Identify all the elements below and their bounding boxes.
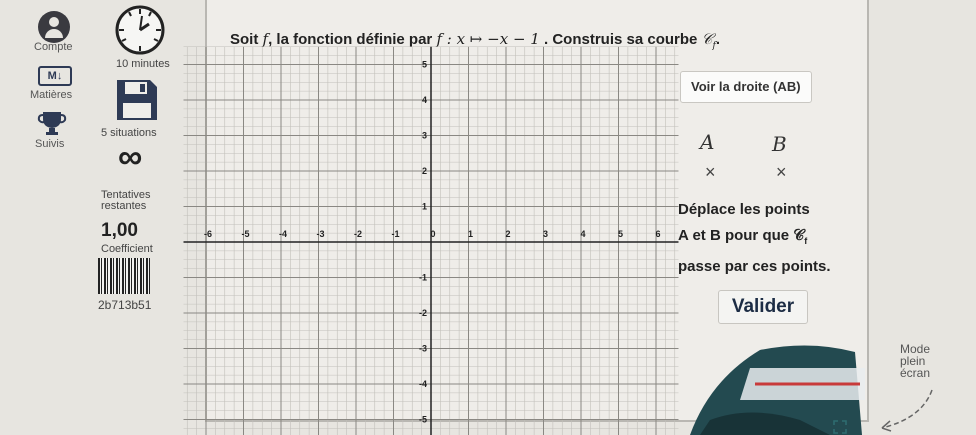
show-line-ab-button[interactable]: Voir la droite (AB) xyxy=(680,71,812,103)
prompt-start: Soit xyxy=(230,31,259,48)
y-tick-label: -1 xyxy=(418,272,427,283)
expand-icon[interactable] xyxy=(833,420,847,434)
x-tick-label: 5 xyxy=(617,229,624,239)
x-tick-label: 2 xyxy=(505,229,511,239)
fullscreen-line3: écran xyxy=(900,366,931,380)
prompt-mid: , la fonction définie par xyxy=(268,31,433,48)
y-tick-label: 4 xyxy=(421,95,427,105)
x-tick-label: 0 xyxy=(430,229,436,239)
x-tick-label: -3 xyxy=(316,229,325,239)
sidebar-item-compte[interactable]: Compte xyxy=(34,41,73,53)
x-tick-label: 3 xyxy=(542,229,549,239)
y-tick-label: -3 xyxy=(418,343,427,354)
y-tick-label: -4 xyxy=(418,379,427,389)
markdown-icon[interactable]: M↓ xyxy=(38,66,72,86)
prompt-expression: f : x ↦ −x − 1 xyxy=(436,30,540,48)
duration-text: 10 minutes xyxy=(116,58,170,70)
fullscreen-mode-button[interactable] xyxy=(900,343,930,379)
exercise-code: 2b713b51 xyxy=(98,298,152,312)
y-tick-label: 5 xyxy=(421,59,427,70)
account-icon[interactable] xyxy=(38,11,70,43)
validate-button[interactable]: Valider xyxy=(718,290,808,324)
coefficient-label: Coefficient xyxy=(101,243,153,255)
prompt-curve: 𝒞 xyxy=(701,30,713,48)
x-tick-label: 4 xyxy=(580,229,586,239)
x-tick-label: -4 xyxy=(278,229,288,239)
y-tick-label: 1 xyxy=(421,201,427,212)
instruction-line1: Déplace les points xyxy=(678,201,810,218)
prompt-curve-sub: f xyxy=(712,41,716,51)
prompt-f: f xyxy=(262,30,269,48)
y-tick-label: -5 xyxy=(418,414,427,425)
point-a-handle[interactable]: × xyxy=(705,162,716,182)
attempts-label-line2: restantes xyxy=(101,200,147,212)
prompt-dot: . xyxy=(715,31,720,48)
infinity-icon: ∞ xyxy=(118,138,143,176)
coefficient-value: 1,00 xyxy=(101,220,138,241)
x-tick-label: -1 xyxy=(391,229,400,239)
attempts-label xyxy=(101,190,151,212)
x-tick-label: -5 xyxy=(241,229,250,239)
instruction-line2-text: A et B pour que 𝒞 xyxy=(678,227,805,244)
x-tick-label: 6 xyxy=(655,229,661,239)
x-tick-label: -6 xyxy=(203,229,213,239)
x-tick-label: -2 xyxy=(353,229,363,239)
attempts-label-line1: Tentatives xyxy=(101,189,151,201)
save-icon xyxy=(114,77,160,123)
fullscreen-line1: Mode xyxy=(900,342,931,356)
barcode xyxy=(98,258,150,294)
y-tick-label: 2 xyxy=(421,166,427,176)
sidebar-item-suivis[interactable]: Suivis xyxy=(35,138,65,150)
sidebar-item-matieres[interactable]: Matières xyxy=(30,89,73,101)
point-b-handle[interactable]: × xyxy=(776,162,787,182)
prompt-end: . Construis sa courbe xyxy=(544,31,698,48)
instruction-line2 xyxy=(678,223,831,254)
instructions xyxy=(678,197,831,280)
instruction-line3: passe par ces points. xyxy=(678,258,831,275)
fullscreen-line2: plein xyxy=(900,354,926,368)
trophy-icon[interactable] xyxy=(37,110,67,136)
clock-icon xyxy=(110,4,168,56)
x-tick-label: 1 xyxy=(467,229,474,239)
fullscreen-arrow-icon xyxy=(862,388,942,433)
y-tick-label: 3 xyxy=(421,130,427,141)
point-b-label: B xyxy=(772,132,787,156)
coordinate-graph[interactable] xyxy=(203,58,661,425)
situations-text: 5 situations xyxy=(101,127,157,139)
y-tick-label: -2 xyxy=(418,308,427,318)
point-a-label: A xyxy=(700,130,715,154)
instruction-line2-sub: f xyxy=(804,236,808,246)
